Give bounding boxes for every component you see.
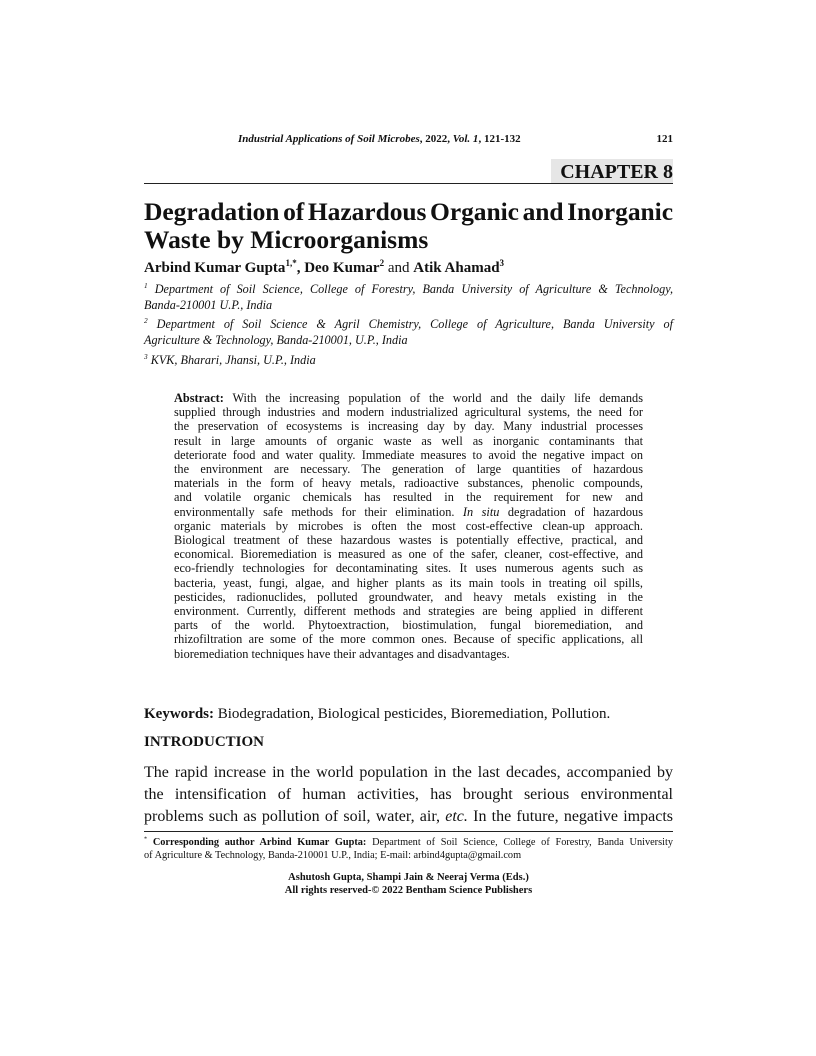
line-text: and volatile organic chemicals has resulted in the requirement for new and	[174, 490, 643, 505]
abstract-line	[174, 419, 643, 433]
volume: Vol. 1	[452, 133, 479, 145]
author-separator: ,	[296, 260, 305, 276]
title-line: Degradation of Hazardous Organic and Inorganic	[144, 197, 673, 226]
abstract-line	[174, 462, 643, 476]
abstract-line	[174, 647, 643, 661]
abstract-line	[174, 434, 643, 448]
page-number: 121	[656, 133, 673, 145]
affiliation-mark: 2	[144, 315, 148, 325]
author-affiliation-mark: 1,*	[285, 258, 297, 268]
affiliation-mark: 1	[144, 280, 148, 290]
line-text: Department of Soil Science, College of Forestry, Banda University of Agriculture & Technology,	[154, 282, 674, 296]
author-affiliation-mark: 3	[499, 258, 505, 268]
author-name: Arbind Kumar Gupta	[144, 260, 286, 276]
page-range: , 121-132	[478, 133, 521, 145]
abstract-line	[174, 405, 643, 419]
line-text: the intensification of human activities, has brought serious environmental	[144, 786, 673, 803]
author-name: Deo Kumar	[304, 260, 380, 276]
editors: Ashutosh Gupta, Shampi Jain & Neeraj Verma (Eds.)	[288, 872, 529, 883]
footnote-label: Corresponding author Arbind Kumar Gupta:	[152, 837, 367, 848]
keywords-text: Biodegradation, Biological pesticides, Bioremediation, Pollution.	[214, 706, 611, 722]
journal-title: Industrial Applications of Soil Microbes	[238, 133, 420, 145]
line-text: With the increasing population of the world and the daily life demands	[223, 391, 643, 405]
italic-text: etc.	[445, 808, 468, 825]
year: , 2022,	[419, 133, 453, 145]
footnote-line: of Agriculture & Technology, Banda-210001 U.P., India; E-mail: arbind4gupta@gmail.com	[144, 850, 522, 861]
keywords	[144, 705, 610, 723]
journal-citation	[238, 131, 521, 147]
line-text: Agriculture & Technology, Banda-210001, U.P., India	[144, 333, 408, 347]
line-text: Banda-210001 U.P., India	[144, 298, 273, 312]
abstract-line	[174, 547, 643, 561]
abstract-line	[174, 391, 643, 405]
abstract-line	[174, 590, 643, 604]
line-text: pesticides, radionuclides, polluted groundwater, and heavy metals existing in the	[174, 589, 643, 604]
abstract-line	[174, 476, 643, 490]
section-heading: INTRODUCTION	[144, 734, 265, 750]
line-text: In the future, negative impacts	[467, 808, 673, 825]
line-text: deteriorate food and water quality. Immediate measures to avoid the negative impact on	[174, 447, 643, 462]
affiliation-line	[144, 281, 673, 297]
abstract-line	[174, 576, 643, 590]
keywords-label: Keywords:	[144, 706, 214, 722]
line-text: environment. Currently, different methods and strategies are being applied in different	[174, 604, 643, 618]
abstract-line	[174, 490, 643, 504]
body-line	[144, 763, 673, 783]
abstract-line	[174, 632, 643, 646]
title-line: Waste by Microorganisms	[144, 225, 429, 254]
line-text: materials in the form of heavy metals, radioactive substances, phenolic compounds,	[174, 476, 643, 491]
abstract-line	[174, 519, 643, 533]
line-text: bioremediation techniques have their advantages and disadvantages.	[174, 646, 510, 661]
header-rule	[144, 183, 673, 184]
chapter-label: CHAPTER 8	[551, 159, 673, 184]
abstract-line	[174, 505, 643, 519]
footnote-mark: *	[144, 835, 148, 843]
line-text: environmentally safe methods for their elimination.	[174, 504, 463, 519]
affiliation-mark: 3	[144, 351, 148, 361]
author-name: Atik Ahamad	[413, 260, 500, 276]
abstract-line	[174, 561, 643, 575]
line-text: The rapid increase in the world population in the last decades, accompanied by	[144, 764, 673, 781]
line-text: the environment are necessary. The generation of large quantities of hazardous	[174, 462, 643, 476]
affiliation-line	[144, 332, 673, 348]
abstract-line	[174, 618, 643, 632]
abstract-label: Abstract:	[174, 391, 224, 405]
footnote-rule	[144, 831, 673, 832]
footnote-line	[144, 836, 673, 849]
author-separator: and	[384, 260, 414, 276]
line-text: the preservation of ecosystems is increasing day by day. Many industrial processes	[174, 419, 643, 434]
line-text: organic materials by microbes is often the most cost-effective clean-up approach.	[174, 518, 643, 533]
authors	[144, 259, 504, 277]
line-text: result in large amounts of organic waste as well as inorganic contaminants that	[174, 433, 643, 448]
line-text: Biological treatment of these hazardous wastes is potentially effective, practical, and	[174, 533, 643, 547]
line-text: supplied through industries and modern industrialized agricultural systems, the need for	[174, 405, 643, 420]
line-text: problems such as pollution of soil, water, air,	[144, 808, 446, 825]
line-text: economical. Bioremediation is measured as one of the safer, cleaner, cost-effective, and	[174, 547, 643, 562]
line-text: degradation of hazardous	[499, 504, 643, 519]
italic-text: In situ	[462, 504, 500, 519]
abstract-line	[174, 448, 643, 462]
author-affiliation-mark: 2	[379, 258, 385, 268]
line-text: bacteria, yeast, fungi, algae, and higher plants as its main tools in treating oil spills,	[174, 575, 643, 590]
footnote-text: Department of Soil Science, College of Forestry, Banda University	[366, 837, 673, 848]
abstract-line	[174, 604, 643, 618]
copyright: All rights reserved-© 2022 Bentham Science Publishers	[284, 885, 533, 896]
affiliation-line	[144, 352, 673, 368]
line-text: rhizofiltration are some of the more common ones. Because of specific applications, all	[174, 632, 643, 647]
affiliation-line	[144, 297, 673, 313]
body-line	[144, 807, 673, 827]
abstract-line	[174, 533, 643, 547]
line-text: parts of the world. Phytoextraction, biostimulation, fungal bioremediation, and	[174, 618, 643, 633]
affiliation-line	[144, 316, 673, 332]
line-text: KVK, Bharari, Jhansi, U.P., India	[150, 353, 316, 367]
line-text: eco-friendly technologies for decontaminating sites. It uses numerous agents such as	[174, 561, 643, 576]
body-line	[144, 785, 673, 805]
line-text: Department of Soil Science & Agril Chemistry, College of Agriculture, Banda University of	[156, 317, 673, 331]
